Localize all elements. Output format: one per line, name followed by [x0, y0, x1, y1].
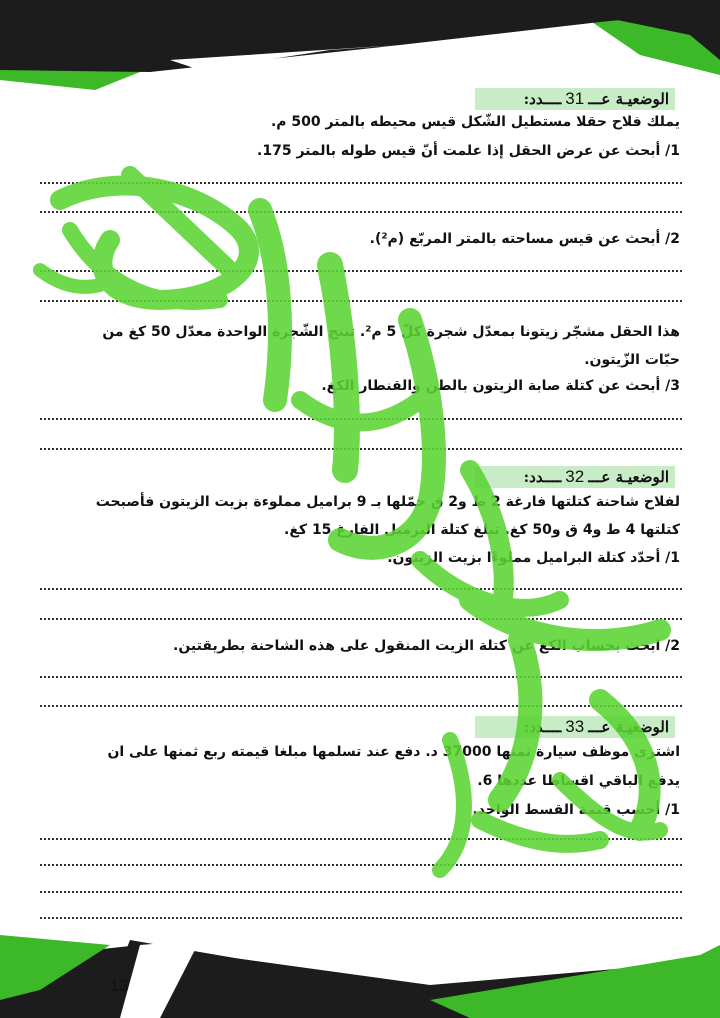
answer-line — [40, 705, 682, 707]
answer-line — [40, 270, 682, 272]
section-header-suffix: ــــدد: — [523, 718, 562, 736]
question-2: 2/ ابحث بحساب الكغ عن كتلة الزيت المنقول على هذه الشاحنة بطريقتين. — [173, 638, 680, 654]
section-header-number: 32 — [565, 467, 585, 486]
section-header-number: 31 — [565, 89, 585, 108]
problem-text: اشترى موظف سيارة ثمنها 37000 د. دفع عند تسلمها مبلغا قيمته ربع ثمنها على ان — [107, 744, 680, 760]
section-header-prefix: الوضعيـة عـــ — [588, 718, 669, 736]
section-header-suffix: ــــدد: — [523, 90, 562, 108]
question-1: 1/ أحسب قيمة القسط الواحد. — [472, 802, 680, 818]
question-2: 2/ أبحث عن قيس مساحته بالمتر المربّع (م²). — [369, 231, 680, 247]
section-33-header — [475, 716, 675, 738]
problem-text: يدفع الباقي اقساطا عددها 6. — [477, 773, 680, 789]
section-header-prefix: الوضعيـة عـــ — [588, 90, 669, 108]
answer-line — [40, 448, 682, 450]
answer-line — [40, 418, 682, 420]
problem-text: يملك فلاح حقلا مستطيل الشّكل قيس محيطه بالمتر 500 م. — [270, 114, 680, 130]
problem-text: كتلتها 4 ط و4 ق و50 كغ. تبلغ كتلة البرميل الفارغ 15 كغ. — [284, 522, 680, 538]
section-header-number: 33 — [565, 717, 585, 736]
section-32-header — [475, 466, 675, 488]
answer-line — [40, 211, 682, 213]
answer-line — [40, 618, 682, 620]
page-number: 13 — [109, 976, 129, 995]
problem-text: هذا الحقل مشجّر زيتونا بمعدّل شجرة كلّ 5 م². تنتج الشّجرة الواحدة معدّل 50 كغ من — [102, 324, 680, 340]
answer-line — [40, 891, 682, 893]
answer-line — [40, 864, 682, 866]
problem-text: لفلاح شاحنة كتلتها فارغة 2 ط و2 ق حمّلها بـ 9 براميل مملوءة بزيت الزيتون فأصبحت — [95, 494, 680, 510]
answer-line — [40, 917, 682, 919]
section-header-suffix: ــــدد: — [523, 468, 562, 486]
answer-line — [40, 838, 682, 840]
problem-text: حبّات الزّيتون. — [584, 352, 680, 368]
section-header-prefix: الوضعيـة عـــ — [588, 468, 669, 486]
answer-line — [40, 182, 682, 184]
question-3: 3/ أبحث عن كتلة صابة الزيتون بالطن والقنطار الكغ. — [321, 378, 680, 394]
question-1: 1/ أحدّد كتلة البراميل مملوءًا بزيت الزيتون. — [387, 550, 680, 566]
question-1: 1/ أبحث عن عرض الحقل إذا علمت أنّ قيس طوله بالمتر 175. — [257, 143, 680, 159]
section-31-header — [475, 88, 675, 110]
answer-line — [40, 676, 682, 678]
answer-line — [40, 300, 682, 302]
answer-line — [40, 588, 682, 590]
